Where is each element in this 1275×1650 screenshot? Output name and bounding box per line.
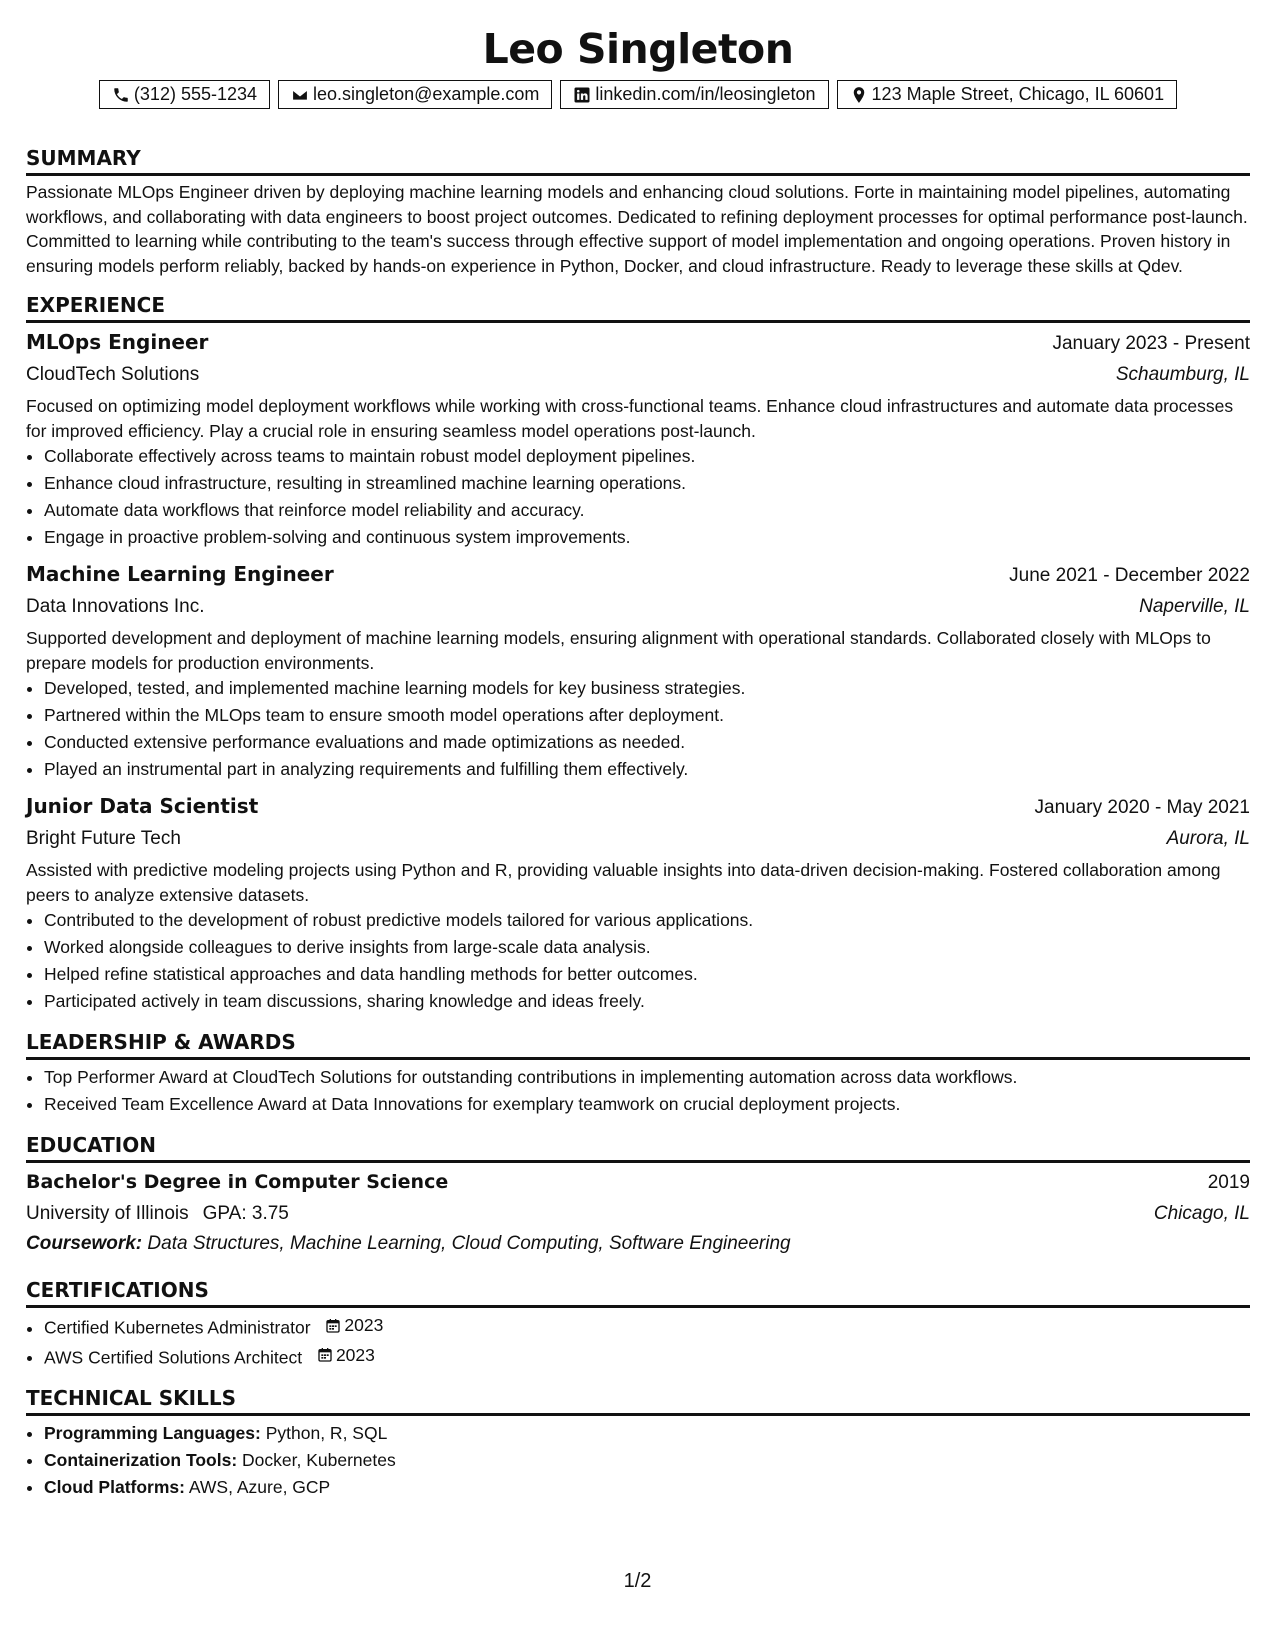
list-item: • Received Team Excellence Award at Data Innovations for exemplary teamwork on crucial deployment projects. xyxy=(44,1091,1250,1118)
calendar-icon xyxy=(317,1347,333,1363)
email-text: leo.singleton@example.com xyxy=(313,84,540,104)
job-entry xyxy=(26,791,1250,1015)
job-company: CloudTech Solutions xyxy=(26,364,200,385)
job-title: Junior Data Scientist xyxy=(26,794,259,818)
job-description: Focused on optimizing model deployment workflows while working with cross-functional teams. Enhance cloud infrastructures and automate data processes for improved efficiency. Play a crucial role in ensuring seamless model operations post-launch. xyxy=(26,396,1234,441)
school-name: University of Illinois xyxy=(26,1203,189,1224)
map-pin-icon xyxy=(850,86,868,104)
list-item: • Engage in proactive problem-solving and continuous system improvements. xyxy=(44,524,1250,551)
job-location: Naperville, IL xyxy=(1139,596,1250,617)
job-date: January 2023 - Present xyxy=(1052,333,1250,354)
cert-year: 2023 xyxy=(335,1344,375,1365)
cert-name: AWS Certified Solutions Architect xyxy=(44,1347,303,1367)
experience-section xyxy=(26,292,1250,1015)
summary-text: Passionate MLOps Engineer driven by deploying machine learning models and enhancing cloud solutions. Forte in maintaining model pipelines, automating workflows, and collaborating with data engineers to boost project outcomes. Dedicated to refining deployment processes for optimal performance post-launch. Committed to learning while contributing to the team's success through effective support of model implementation and ongoing operations. Proven history in ensuring models perform reliably, backed by hands-on experience in Python, Docker, and cloud infrastructure. Ready to leverage these skills at Qdev. xyxy=(26,182,1248,276)
contact-email[interactable] xyxy=(278,80,552,109)
skill-label: Cloud Platforms: xyxy=(44,1477,185,1497)
education-section xyxy=(26,1132,1250,1259)
awards-section xyxy=(26,1029,1250,1118)
envelope-icon xyxy=(291,86,309,104)
coursework-label: Coursework: xyxy=(26,1233,143,1254)
job-location: Aurora, IL xyxy=(1166,828,1250,849)
cert-name: Certified Kubernetes Administrator xyxy=(44,1317,311,1338)
job-description: Assisted with predictive modeling projects using Python and R, providing valuable insights into data-driven decision-making. Fostered collaboration among peers to analyze extensive datasets. xyxy=(26,860,1221,905)
summary-heading: SUMMARY xyxy=(26,145,1250,176)
summary-section xyxy=(26,145,1250,278)
skill-label: Programming Languages: xyxy=(44,1423,261,1443)
job-location: Schaumburg, IL xyxy=(1115,364,1250,385)
skill-value: Docker, Kubernetes xyxy=(242,1450,396,1470)
list-item: • Helped refine statistical approaches and data handling methods for better outcomes. xyxy=(44,961,1250,988)
job-company: Data Innovations Inc. xyxy=(26,596,205,617)
job-bullets xyxy=(26,675,1250,783)
contact-linkedin[interactable] xyxy=(560,80,828,109)
list-item: • Contributed to the development of robust predictive models tailored for various applications. xyxy=(44,907,1250,934)
job-title: MLOps Engineer xyxy=(26,330,209,354)
list-item xyxy=(44,1474,1250,1501)
contact-bar xyxy=(26,80,1250,109)
resume-page xyxy=(26,0,1250,1501)
skill-value: AWS, Azure, GCP xyxy=(188,1477,331,1497)
list-item xyxy=(44,1420,1250,1447)
list-item: • Worked alongside colleagues to derive insights from large-scale data analysis. xyxy=(44,934,1250,961)
awards-heading: LEADERSHIP & AWARDS xyxy=(26,1029,1250,1060)
address-text: 123 Maple Street, Chicago, IL 60601 xyxy=(871,84,1165,104)
degree-title: Bachelor's Degree in Computer Science xyxy=(26,1171,449,1193)
education-heading: EDUCATION xyxy=(26,1132,1250,1163)
school-location: Chicago, IL xyxy=(1153,1203,1250,1224)
candidate-name: Leo Singleton xyxy=(482,25,794,73)
list-item xyxy=(44,1342,1250,1372)
certifications-section xyxy=(26,1277,1250,1371)
list-item xyxy=(44,1447,1250,1474)
job-description: Supported development and deployment of machine learning models, ensuring alignment with operational standards. Collaborated closely with MLOps to prepare models for production environments. xyxy=(26,628,1211,673)
experience-heading: EXPERIENCE xyxy=(26,292,1250,323)
contact-phone[interactable] xyxy=(99,80,270,109)
list-item: • Top Performer Award at CloudTech Solutions for outstanding contributions in implementing automation across data workflows. xyxy=(44,1064,1250,1091)
job-date: June 2021 - December 2022 xyxy=(1009,565,1250,586)
job-date: January 2020 - May 2021 xyxy=(1034,797,1250,818)
linkedin-text: linkedin.com/in/leosingleton xyxy=(595,84,816,104)
list-item xyxy=(44,1312,1250,1342)
calendar-icon xyxy=(325,1318,341,1334)
graduation-year: 2019 xyxy=(1207,1172,1250,1193)
list-item: • Played an instrumental part in analyzing requirements and fulfilling them effectively. xyxy=(44,756,1250,783)
coursework-list: Data Structures, Machine Learning, Cloud Computing, Software Engineering xyxy=(147,1233,791,1254)
list-item: • Participated actively in team discussions, sharing knowledge and ideas freely. xyxy=(44,988,1250,1015)
skills-section xyxy=(26,1385,1250,1501)
skill-value: Python, R, SQL xyxy=(265,1423,388,1443)
job-company: Bright Future Tech xyxy=(26,828,181,849)
certifications-list xyxy=(26,1312,1250,1371)
cert-year: 2023 xyxy=(344,1315,384,1335)
list-item: • Developed, tested, and implemented machine learning models for key business strategies. xyxy=(44,675,1250,702)
gpa: GPA: 3.75 xyxy=(202,1203,289,1224)
job-entry xyxy=(26,327,1250,551)
contact-address[interactable] xyxy=(837,80,1178,109)
phone-text: (312) 555-1234 xyxy=(133,84,258,104)
list-item: • Automate data workflows that reinforce model reliability and accuracy. xyxy=(44,497,1250,524)
list-item: • Partnered within the MLOps team to ensure smooth model operations after deployment. xyxy=(44,702,1250,729)
phone-icon xyxy=(112,86,130,104)
linkedin-icon xyxy=(573,86,591,104)
list-item: • Collaborate effectively across teams to maintain robust model deployment pipelines. xyxy=(44,443,1250,470)
certifications-heading: CERTIFICATIONS xyxy=(26,1277,1250,1308)
job-title: Machine Learning Engineer xyxy=(26,562,334,586)
coursework xyxy=(26,1229,1250,1259)
awards-list xyxy=(26,1064,1250,1118)
job-bullets xyxy=(26,907,1250,1015)
job-bullets xyxy=(26,443,1250,551)
skills-list xyxy=(26,1420,1250,1501)
page-number: 1/2 xyxy=(623,1570,652,1592)
job-entry xyxy=(26,559,1250,783)
skills-heading: TECHNICAL SKILLS xyxy=(26,1385,1250,1416)
skill-label: Containerization Tools: xyxy=(44,1450,238,1470)
list-item: • Conducted extensive performance evaluations and made optimizations as needed. xyxy=(44,729,1250,756)
list-item: • Enhance cloud infrastructure, resulting in streamlined machine learning operations. xyxy=(44,470,1250,497)
